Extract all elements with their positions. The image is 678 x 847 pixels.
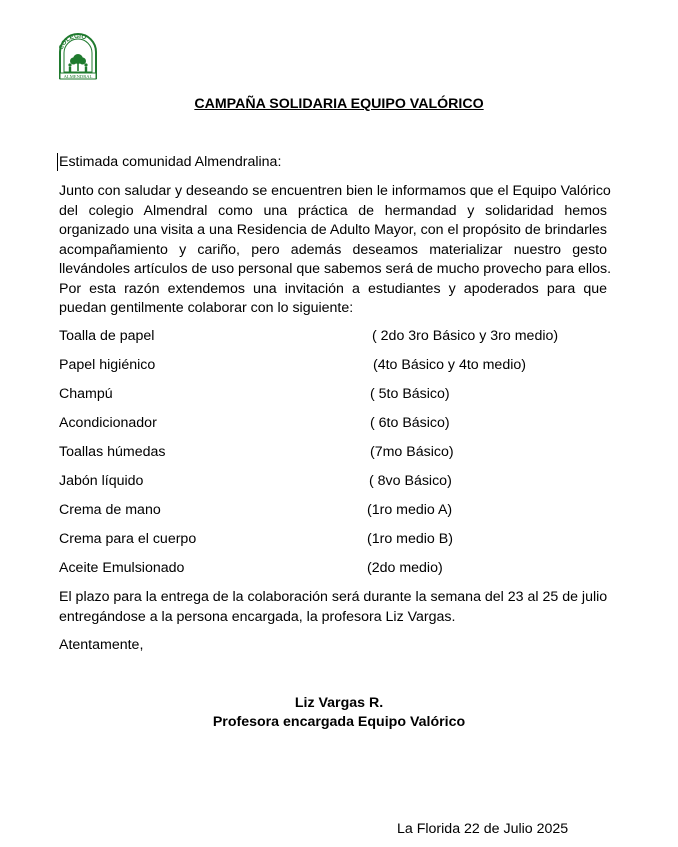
logo-bottom-text: ALMENDRAL: [63, 74, 93, 79]
body-line: puedan gentilmente colaborar con lo siguiente:: [59, 300, 354, 316]
list-item: [59, 385, 619, 414]
list-item: [59, 414, 619, 443]
closing-line: entregándose a la persona encargada, la profesora Liz Vargas.: [59, 608, 456, 625]
item-name: Crema de mano: [59, 502, 161, 518]
list-item: [59, 327, 619, 356]
donation-items-list: [59, 327, 619, 588]
item-level: (4to Básico y 4to medio): [373, 357, 526, 373]
item-level: (2do medio): [367, 560, 443, 576]
school-logo: [57, 32, 99, 80]
list-item: [59, 472, 619, 501]
body-line: Por esta razón extendemos una invitación a estudiantes y apoderados para que: [59, 280, 607, 297]
item-name: Champú: [59, 386, 113, 402]
item-level: ( 6to Básico): [370, 415, 450, 431]
school-logo-icon: [57, 32, 99, 80]
item-level: ( 2do 3ro Básico y 3ro medio): [372, 328, 559, 344]
page-title: CAMPAÑA SOLIDARIA EQUIPO VALÓRICO: [194, 96, 484, 112]
svg-text:COLEGIO: [58, 33, 87, 51]
item-name: Toallas húmedas: [59, 444, 166, 460]
list-item: [59, 501, 619, 530]
body-line: organizado una visita a una Residencia de Adulto Mayor, con el propósito de brindarles: [59, 222, 607, 238]
list-item: [59, 443, 619, 472]
signature-role: Profesora encargada Equipo Valórico: [212, 714, 466, 730]
list-item: [59, 356, 619, 385]
item-name: Aceite Emulsionado: [59, 560, 185, 576]
item-name: Jabón líquido: [59, 473, 144, 489]
body-line: Junto con saludar y deseando se encuentren bien le informamos que el Equipo Valórico: [59, 183, 611, 199]
body-line: acompañamiento y cariño, pero además deseamos materializar nuestro gesto: [59, 241, 607, 258]
logo-top-text: COLEGIO: [57, 32, 88, 51]
body-line: del colegio Almendral como una práctica de hermandad y solidaridad hemos: [59, 202, 607, 219]
closing-paragraph: [59, 588, 607, 627]
item-level: (7mo Básico): [370, 444, 454, 460]
closing-line: El plazo para la entrega de la colaboración será durante la semana del 23 al 25 de julio: [59, 589, 608, 605]
item-name: Toalla de papel: [59, 328, 155, 344]
body-paragraph: [59, 182, 612, 319]
place-date: La Florida 22 de Julio 2025: [397, 821, 569, 837]
body-line: llevándoles artículos de uso personal que sabemos será de mucho provecho para ellos.: [59, 261, 612, 277]
signature-name: Liz Vargas R.: [294, 695, 384, 711]
item-level: ( 8vo Básico): [369, 473, 452, 489]
regards: Atentamente,: [59, 637, 144, 653]
list-item: [59, 530, 619, 559]
item-level: (1ro medio B): [367, 531, 453, 547]
item-level: ( 5to Básico): [370, 386, 450, 402]
item-name: Crema para el cuerpo: [59, 531, 197, 547]
item-name: Acondicionador: [59, 415, 157, 431]
item-level: (1ro medio A): [367, 502, 453, 518]
item-name: Papel higiénico: [59, 357, 156, 373]
greeting: Estimada comunidad Almendralina:: [59, 154, 282, 170]
list-item: [59, 559, 619, 588]
